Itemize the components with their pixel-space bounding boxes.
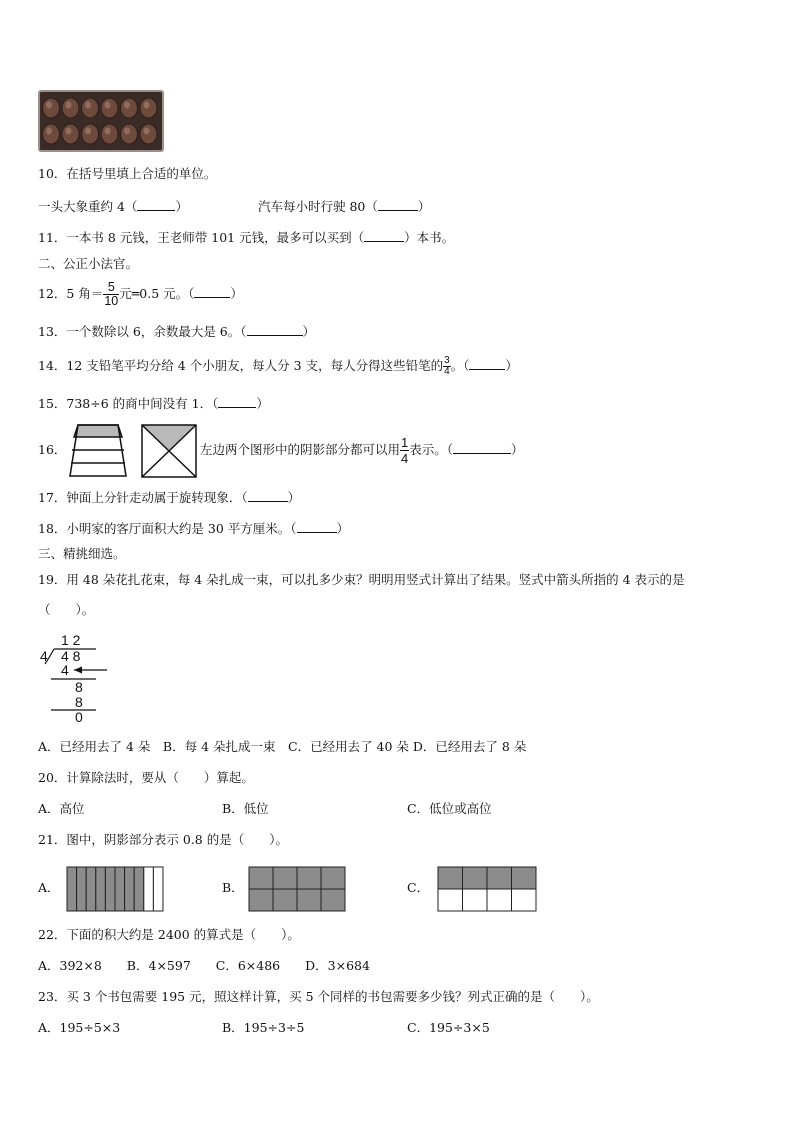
section-3-title: 三、精挑细选。 — [38, 546, 126, 561]
chocolate-piece — [62, 124, 79, 144]
chocolate-highlight — [124, 128, 130, 135]
step-8: 8 — [75, 679, 83, 695]
strip-cell — [125, 867, 135, 911]
grid-cell — [321, 867, 345, 889]
quotient: 1 2 — [61, 632, 81, 648]
q23-option-b[interactable]: B．195÷3÷5 — [222, 1020, 305, 1035]
q19-stem: 19．用 48 朵花扎花束，每 4 朵扎成一束，可以扎多少束？明明用竖式计算出了结果。竖式中箭头所指的 4 表示的是 — [38, 572, 685, 587]
answer-blank[interactable] — [218, 395, 256, 408]
chocolate-highlight — [85, 102, 91, 109]
answer-blank[interactable] — [364, 229, 404, 242]
q10-stem: 10．在括号里填上合适的单位。 — [38, 166, 217, 181]
chocolate-highlight — [105, 102, 111, 109]
chocolate-piece — [121, 98, 138, 118]
section-2-title: 二、公正小法官。 — [38, 256, 139, 271]
chocolate-highlight — [144, 128, 150, 135]
q19-stem-cont: （ ）。 — [38, 602, 95, 617]
q10-item-b: 汽车每小时行驶 80（ ） — [258, 199, 431, 214]
chocolate-piece — [43, 98, 60, 118]
chocolate-highlight — [66, 102, 72, 109]
chocolate-piece — [121, 124, 138, 144]
fraction-3-4: $\frac{3}{4}$ — [444, 355, 450, 377]
trapezoid-figure — [68, 424, 128, 478]
chocolate-pieces — [40, 92, 162, 150]
grid-cell — [249, 889, 273, 911]
q19-options[interactable]: A．已经用去了 4 朵 B．每 4 朵扎成一束 C．已经用去了 40 朵 D．已经用去了 8 朵 — [38, 739, 527, 754]
q21-option-b-label[interactable]: B． — [222, 880, 244, 895]
grid-cell — [321, 889, 345, 911]
q10-item-a: 一头大象重约 4（ ） — [38, 199, 188, 214]
q20-option-c[interactable]: C．低位或高位 — [407, 801, 492, 816]
q16-number: 16． — [38, 442, 67, 457]
answer-blank[interactable] — [247, 323, 303, 336]
answer-blank[interactable] — [453, 441, 511, 454]
chocolate-piece — [101, 124, 118, 144]
q21-figure-c — [437, 866, 537, 912]
chocolate-piece — [62, 98, 79, 118]
chocolate-piece — [140, 98, 157, 118]
strip-cell — [96, 867, 106, 911]
q13: 13．一个数除以 6，余数最大是 6。（ ） — [38, 324, 316, 339]
step-8b: 8 — [75, 694, 83, 710]
chocolate-piece — [82, 124, 99, 144]
step-4: 4 — [61, 662, 69, 678]
chocolate-highlight — [144, 102, 150, 109]
chocolate-highlight — [105, 128, 111, 135]
strip-cell — [77, 867, 87, 911]
dividend: 4 8 — [61, 648, 81, 664]
q23-option-c[interactable]: C．195÷3×5 — [407, 1020, 490, 1035]
strip-cell — [105, 867, 115, 911]
q21-option-c-label[interactable]: C． — [407, 880, 430, 895]
arrow-icon — [74, 667, 82, 674]
q12: 12．5 角＝ $\frac{5}{10}$ 元═0.5 元。（ ） — [38, 280, 243, 308]
q22-options[interactable]: A．392×8 B．4×597 C．6×486 D．3×684 — [38, 958, 370, 973]
q11: 11．一本书 8 元钱，王老师带 101 元钱，最多可以买到（ ）本书。 — [38, 230, 455, 245]
chocolate-highlight — [46, 102, 52, 109]
strip-cell — [153, 867, 163, 911]
grid-cell — [487, 889, 512, 911]
grid-cell — [512, 889, 537, 911]
q20-stem: 20．计算除法时，要从（ ）算起。 — [38, 770, 254, 785]
grid-cell — [463, 867, 488, 889]
q15: 15．738÷6 的商中间没有 1．（ ） — [38, 396, 269, 411]
fraction-5-10: $\frac{5}{10}$ — [104, 280, 119, 308]
square-diagonal-figure — [141, 424, 197, 478]
grid-cell — [273, 889, 297, 911]
answer-blank[interactable] — [378, 198, 418, 211]
long-division-diagram — [36, 630, 116, 726]
grid-cell — [249, 867, 273, 889]
chocolate-highlight — [46, 128, 52, 135]
q23-stem: 23．买 3 个书包需要 195 元，照这样计算，买 5 个同样的书包需要多少钱？列式正确的是（ ）。 — [38, 989, 599, 1004]
grid-cell — [297, 867, 321, 889]
chocolate-highlight — [124, 102, 130, 109]
chocolate-highlight — [85, 128, 91, 135]
chocolate-piece — [82, 98, 99, 118]
chocolate-box-image — [38, 90, 164, 152]
grid-cell — [438, 867, 463, 889]
fraction-1-4: $\frac{1}{4}$ — [401, 435, 409, 466]
q21-figure-a — [66, 866, 164, 912]
grid-cell — [273, 867, 297, 889]
strip-cell — [144, 867, 154, 911]
divisor: 4 — [40, 648, 48, 664]
strip-cell — [134, 867, 144, 911]
grid-cell — [438, 889, 463, 911]
chocolate-piece — [140, 124, 157, 144]
q18: 18．小明家的客厅面积大约是 30 平方厘米。（ ） — [38, 521, 350, 536]
q22-stem: 22．下面的积大约是 2400 的算式是（ ）。 — [38, 927, 300, 942]
remainder: 0 — [75, 709, 83, 725]
q20-option-a[interactable]: A．高位 — [38, 801, 85, 816]
answer-blank[interactable] — [137, 198, 175, 211]
strip-cell — [67, 867, 77, 911]
q16-text: 左边两个图形中的阴影部分都可以用 $\frac{1}{4}$ 表示。（ ） — [200, 435, 524, 466]
answer-blank[interactable] — [194, 285, 230, 298]
grid-cell — [512, 867, 537, 889]
q23-option-a[interactable]: A．195÷5×3 — [38, 1020, 121, 1035]
grid-cell — [487, 867, 512, 889]
grid-cell — [297, 889, 321, 911]
grid-cell — [463, 889, 488, 911]
chocolate-piece — [43, 124, 60, 144]
q21-stem: 21．图中，阴影部分表示 0.8 的是（ ）。 — [38, 832, 288, 847]
strip-cell — [115, 867, 125, 911]
q17: 17．钟面上分针走动属于旋转现象．（ ） — [38, 490, 301, 505]
strip-cell — [86, 867, 96, 911]
q21-figure-b — [248, 866, 346, 912]
answer-blank[interactable] — [297, 520, 337, 533]
chocolate-piece — [101, 98, 118, 118]
answer-blank[interactable] — [469, 357, 505, 370]
q21-option-a-label[interactable]: A． — [38, 880, 60, 895]
chocolate-highlight — [66, 128, 72, 135]
q14: 14．12 支铅笔平均分给 4 个小朋友，每人分 3 支，每人分得这些铅笔的 $\frac{3}{4}$ 。（ ） — [38, 355, 518, 377]
answer-blank[interactable] — [248, 489, 288, 502]
q20-option-b[interactable]: B．低位 — [222, 801, 269, 816]
